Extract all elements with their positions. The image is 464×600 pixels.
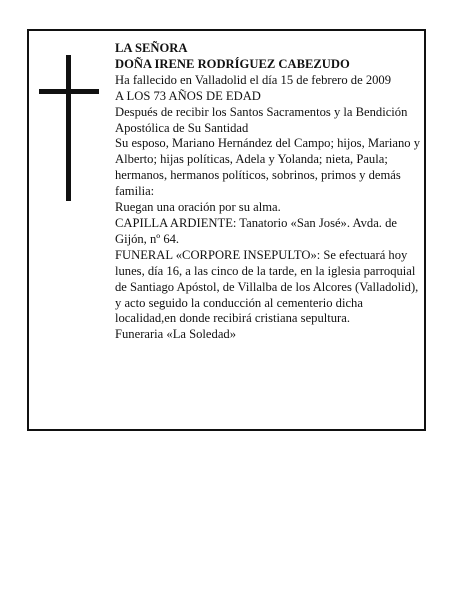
cross-icon bbox=[39, 55, 99, 201]
prayer-line: Ruegan una oración por su alma. bbox=[115, 200, 281, 215]
cross-vertical-bar bbox=[66, 55, 71, 201]
notice-title: LA SEÑORA bbox=[115, 41, 188, 55]
death-line: Ha fallecido en Valladolid el día 15 de febrero de 2009 bbox=[115, 72, 392, 87]
funeral-paragraph: FUNERAL «CORPORE INSEPULTO»: Se efectuará hoy lunes, día 16, a las cinco de la tarde, en la iglesia parroquial de Santiago Apóstol, de Villalba de los Alcores (Valladolid), y acto seguido la conducción al cementerio dicha localidad,en donde recibirá cristiana sepultura. bbox=[115, 247, 419, 326]
notice-text bbox=[115, 41, 423, 343]
age-line: A LOS 73 AÑOS DE EDAD bbox=[115, 88, 261, 103]
cross-horizontal-bar bbox=[39, 89, 99, 94]
funeral-home-line: Funeraria «La Soledad» bbox=[115, 327, 236, 342]
sacraments-paragraph: Después de recibir los Santos Sacramentos y la Bendición Apostólica de Su Santidad bbox=[115, 104, 408, 135]
obituary-notice bbox=[27, 29, 426, 431]
deceased-name: DOÑA IRENE RODRÍGUEZ CABEZUDO bbox=[115, 56, 350, 71]
family-paragraph: Su esposo, Mariano Hernández del Campo; hijos, Mariano y Alberto; hijas políticas, Adela y Yolanda; nieta, Paula; hermanos, hermanos políticos, sobrinos, primos y demás familia: bbox=[115, 136, 420, 199]
chapel-paragraph: CAPILLA ARDIENTE: Tanatorio «San José». Avda. de Gijón, nº 64. bbox=[115, 215, 397, 246]
